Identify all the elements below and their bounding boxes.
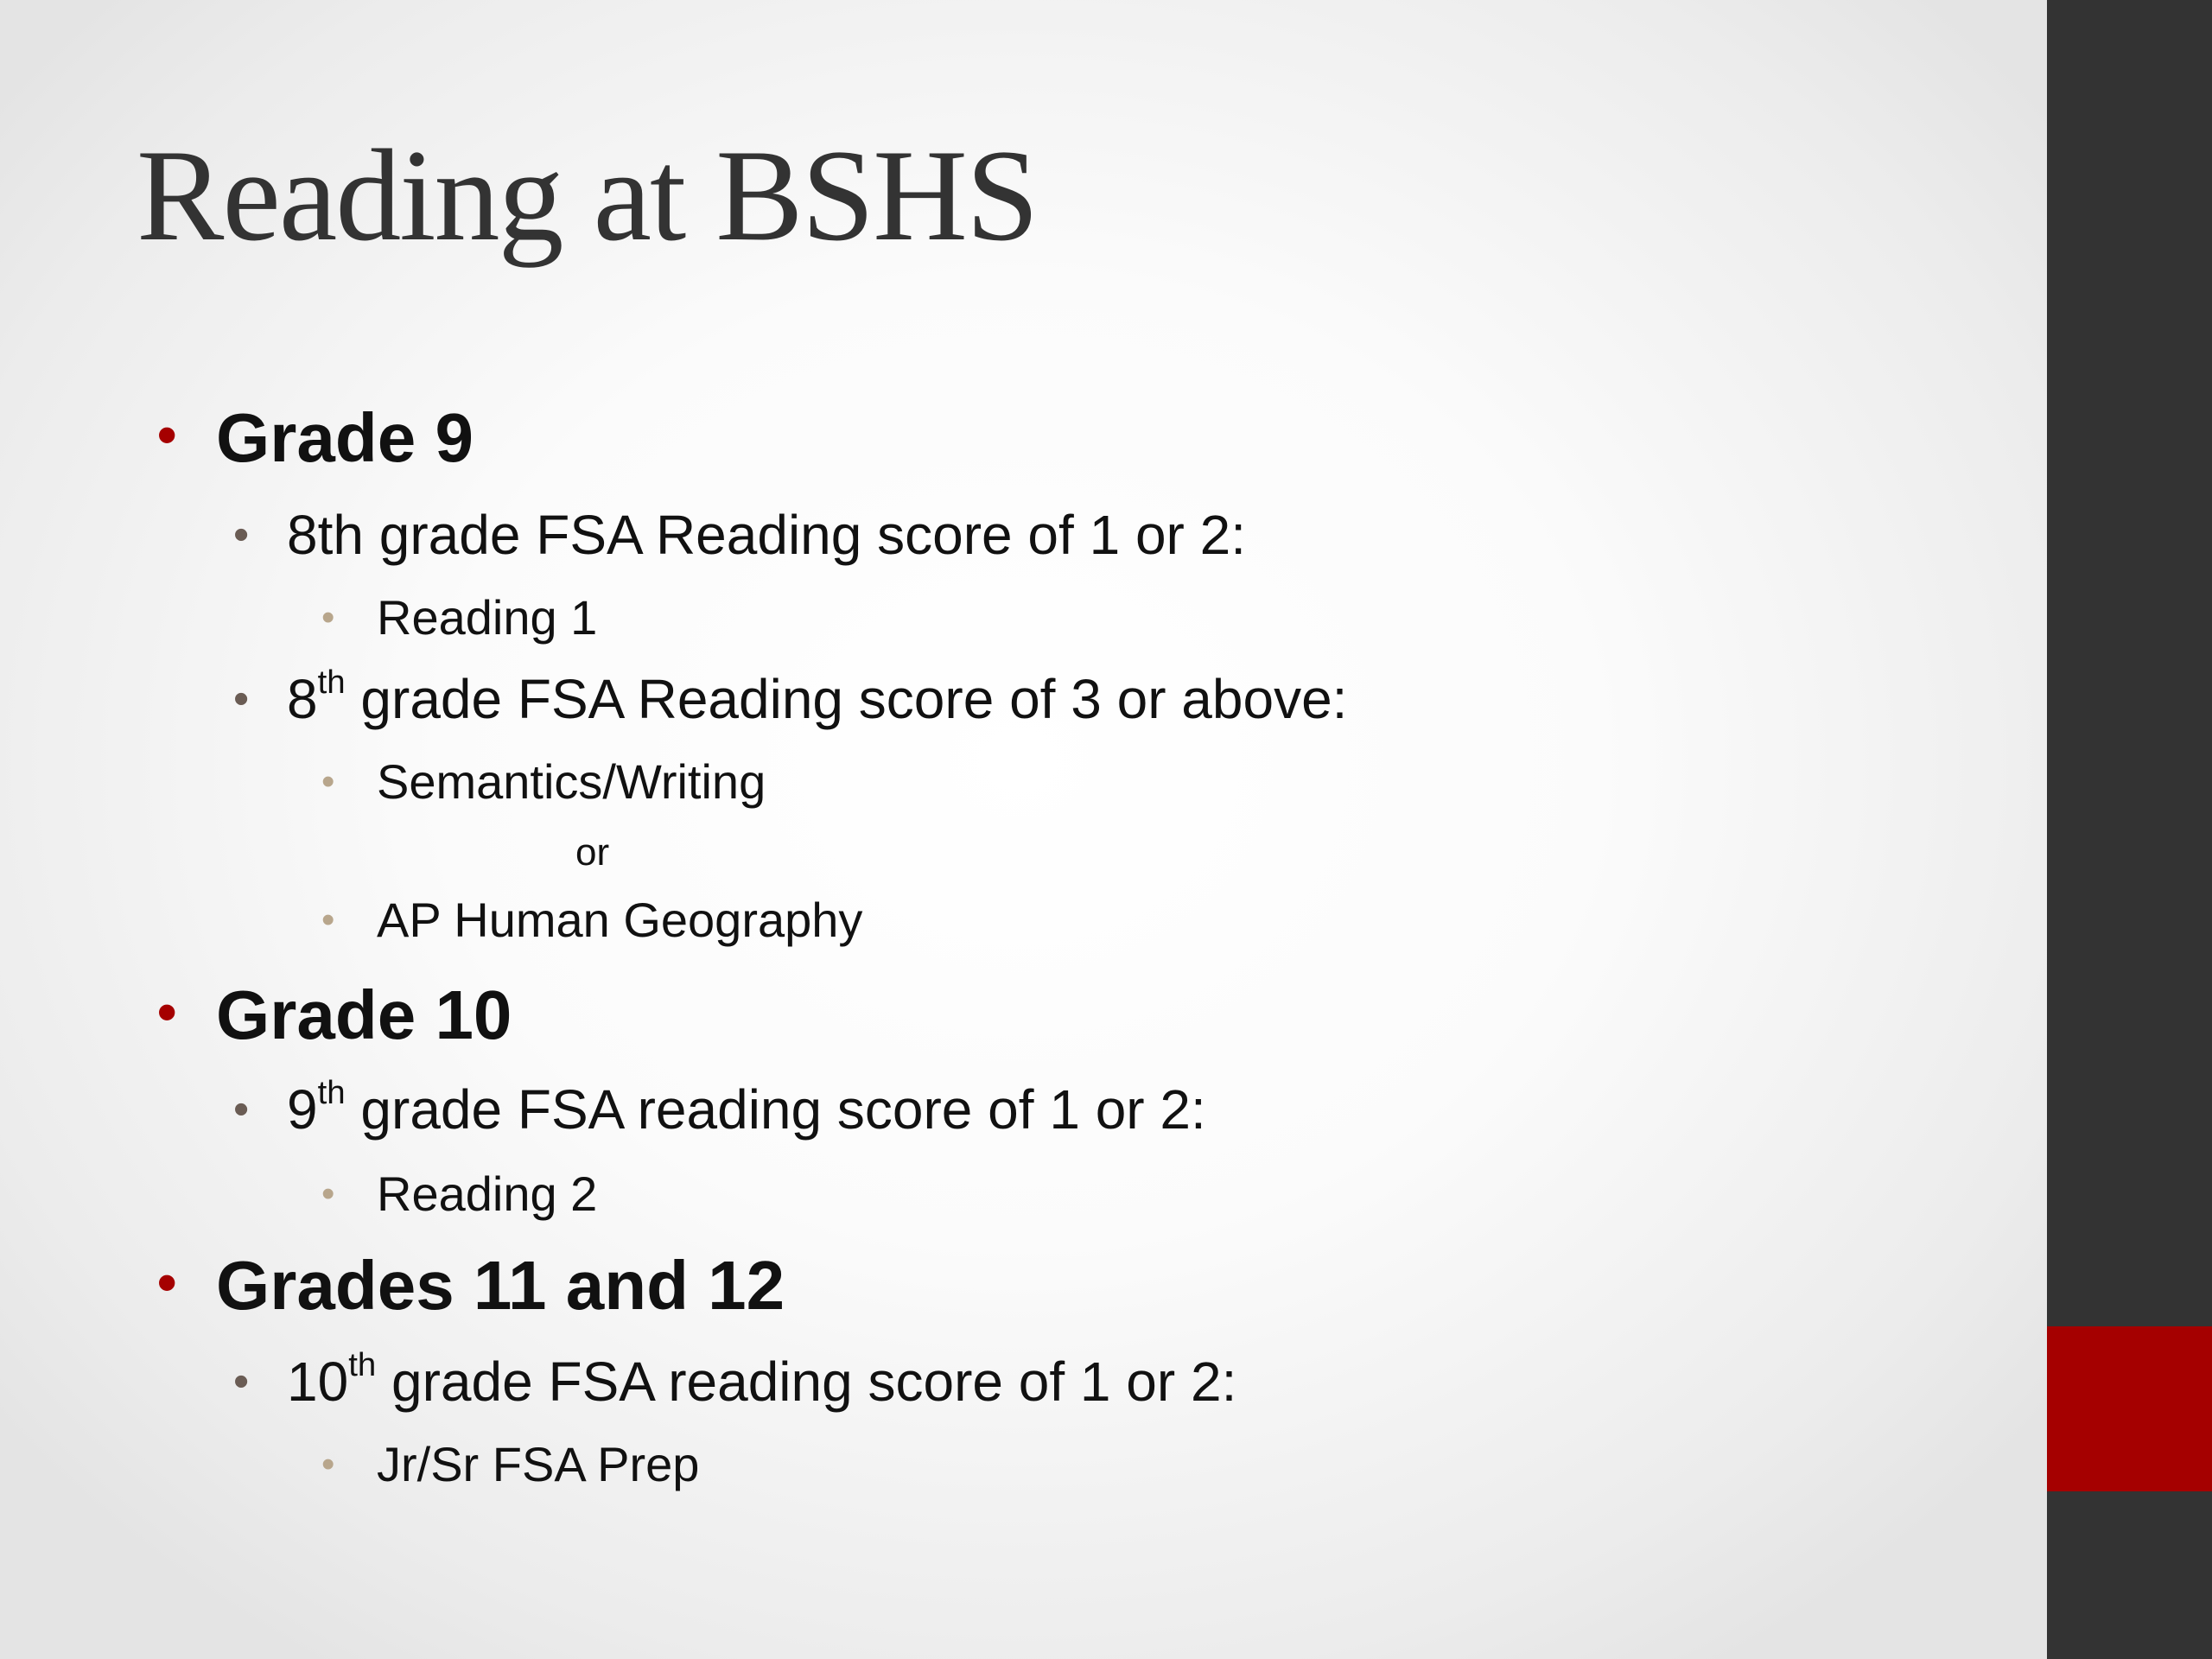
subitem-label: Semantics/Writing [377, 754, 766, 809]
slide-title: Reading at BSHS [137, 123, 1038, 268]
item-prefix: 8 [287, 668, 318, 730]
list-item [233, 504, 1246, 566]
bullet-icon: • [321, 760, 335, 803]
section-heading-grade-9 [157, 399, 474, 476]
item-prefix: 9 [287, 1078, 318, 1141]
subitem-label: AP Human Geography [377, 893, 863, 947]
item-text: grade FSA Reading score of 1 or 2: [363, 504, 1246, 566]
item-prefix: 10 [287, 1351, 349, 1413]
item-text: grade FSA reading score of 1 or 2: [376, 1351, 1237, 1413]
subitem-label: Reading 2 [377, 1166, 598, 1221]
sidebar-accent-block [2047, 1326, 2212, 1491]
separator-or: or [575, 831, 610, 874]
bullet-icon: • [233, 1357, 250, 1407]
section-heading-label: Grade 9 [216, 399, 474, 476]
list-subitem [321, 1437, 700, 1491]
bullet-icon: • [157, 1251, 177, 1313]
subitem-label: Jr/Sr FSA Prep [377, 1437, 700, 1491]
ordinal-suffix: th [348, 1346, 377, 1384]
ordinal-suffix: th [317, 1074, 346, 1112]
list-subitem [321, 754, 766, 809]
bullet-icon: • [321, 596, 335, 639]
bullet-icon: • [321, 1443, 335, 1485]
subitem-label: Reading 1 [377, 590, 598, 645]
list-subitem [321, 1166, 598, 1221]
ordinal-suffix: th [317, 664, 346, 702]
bullet-icon: • [233, 510, 250, 560]
list-subitem [321, 590, 598, 645]
bullet-icon: • [157, 404, 177, 466]
item-prefix: 8th [287, 504, 364, 566]
list-item [233, 1074, 1206, 1141]
list-item [233, 1346, 1237, 1413]
section-heading-grade-10 [157, 976, 512, 1053]
bullet-icon: • [233, 674, 250, 724]
bullet-icon: • [233, 1084, 250, 1135]
list-item [233, 664, 1348, 730]
item-text: grade FSA Reading score of 3 or above: [345, 668, 1348, 730]
bullet-icon: • [321, 899, 335, 941]
section-heading-grades-11-12 [157, 1247, 785, 1324]
list-subitem [321, 893, 863, 947]
bullet-icon: • [321, 1173, 335, 1215]
section-heading-label: Grades 11 and 12 [216, 1247, 785, 1324]
bullet-icon: • [157, 981, 177, 1043]
item-text: grade FSA reading score of 1 or 2: [345, 1078, 1206, 1141]
section-heading-label: Grade 10 [216, 976, 512, 1053]
